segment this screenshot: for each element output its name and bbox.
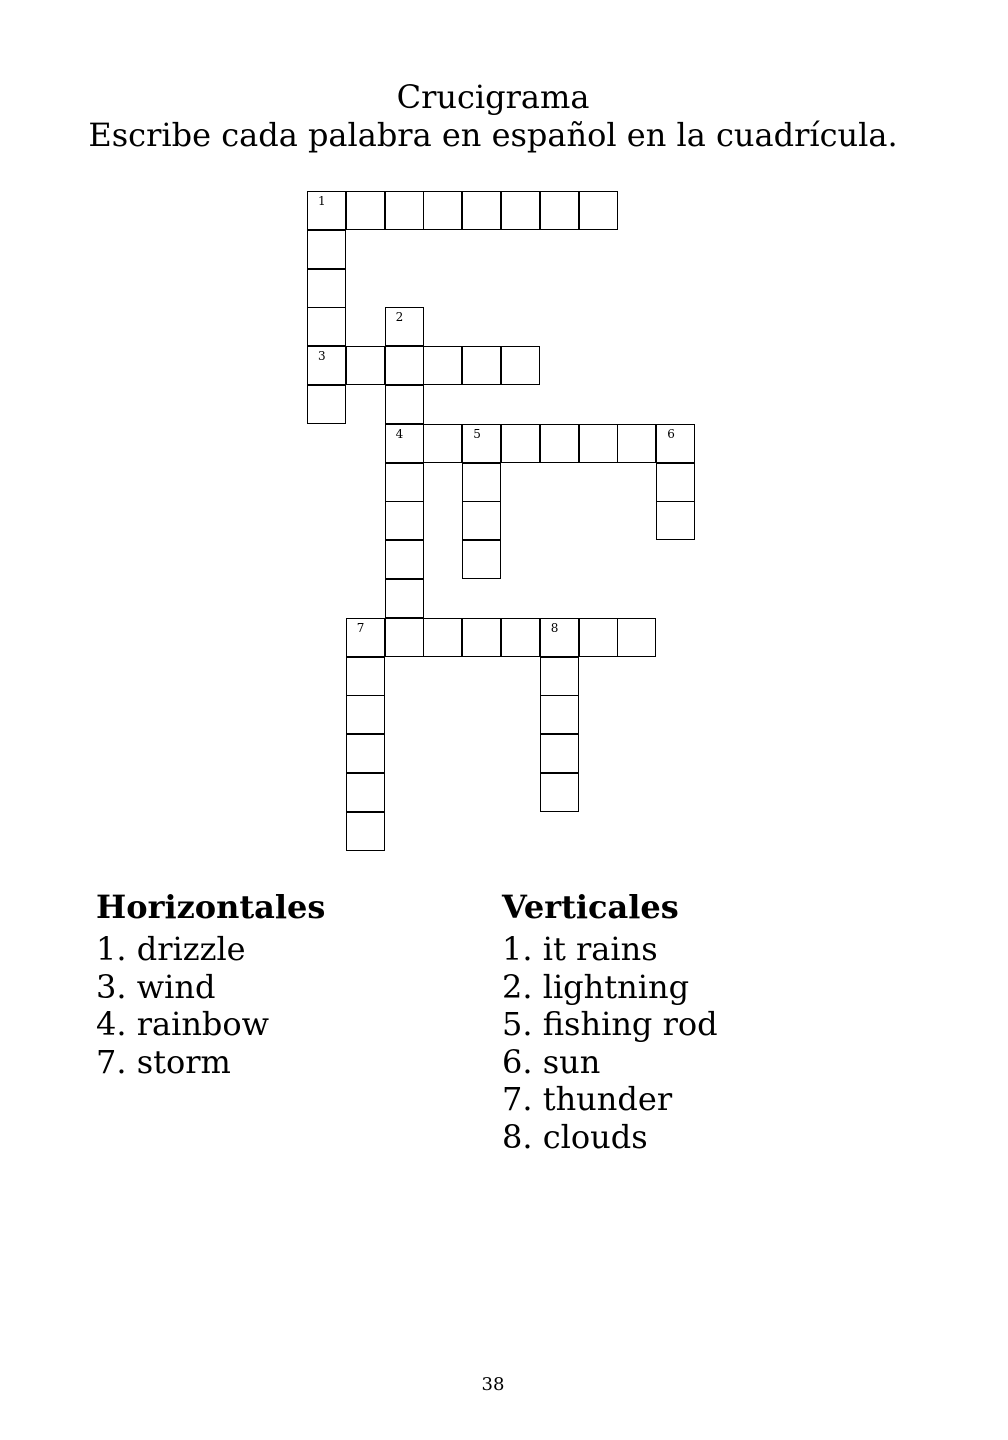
grid-cell[interactable]	[540, 773, 579, 812]
grid-cell[interactable]	[579, 424, 618, 463]
grid-cell[interactable]	[346, 618, 385, 657]
grid-cell[interactable]	[540, 695, 579, 734]
grid-cell[interactable]	[307, 385, 346, 424]
grid-cell[interactable]	[423, 618, 462, 657]
clue-number: 1	[318, 194, 326, 208]
grid-cell[interactable]	[462, 424, 501, 463]
down-clue: 6. sun	[502, 1042, 601, 1081]
across-clue: 4. rainbow	[96, 1005, 270, 1043]
grid-cell[interactable]	[346, 695, 385, 734]
grid-cell[interactable]	[656, 424, 695, 463]
clue-number: 2	[395, 310, 404, 325]
clue-number: 4	[395, 426, 404, 441]
grid-cell[interactable]	[385, 463, 424, 502]
grid-cell[interactable]	[423, 424, 462, 463]
grid-cell[interactable]	[462, 463, 501, 502]
grid-cell[interactable]	[501, 191, 540, 230]
grid-cell[interactable]	[501, 618, 540, 657]
grid-cell[interactable]	[462, 501, 501, 540]
across-clues	[96, 888, 325, 1081]
down-clues	[502, 888, 718, 1156]
grid-cell[interactable]	[346, 734, 385, 773]
grid-cell[interactable]	[385, 346, 424, 385]
grid-cell[interactable]	[540, 734, 579, 773]
grid-cell[interactable]	[656, 501, 695, 540]
down-clue: 5. fishing rod	[502, 1005, 718, 1043]
clue-number: 5	[473, 426, 481, 441]
grid-cell[interactable]	[346, 346, 385, 385]
grid-cell[interactable]	[462, 540, 501, 579]
grid-cell[interactable]	[462, 618, 501, 657]
grid-cell[interactable]	[423, 346, 462, 385]
across-clue: 7. storm	[96, 1042, 231, 1081]
grid-cell[interactable]	[385, 579, 424, 618]
grid-cell[interactable]	[307, 269, 346, 308]
grid-cell[interactable]	[540, 191, 579, 230]
grid-cell[interactable]	[385, 307, 424, 346]
grid-cell[interactable]	[385, 540, 424, 579]
grid-cell[interactable]	[423, 191, 462, 230]
grid-cell[interactable]	[579, 191, 618, 230]
clue-number: 7	[356, 620, 365, 635]
grid-cell[interactable]	[307, 230, 346, 269]
across-clue: 3. wind	[96, 967, 216, 1006]
grid-cell[interactable]	[462, 191, 501, 230]
down-clue: 1. it rains	[502, 930, 658, 968]
grid-cell[interactable]	[385, 424, 424, 463]
across-clue: 1. drizzle	[96, 930, 246, 968]
grid-cell[interactable]	[656, 463, 695, 502]
grid-cell[interactable]	[501, 346, 540, 385]
grid-cell[interactable]	[540, 618, 579, 657]
down-clue: 7. thunder	[502, 1080, 673, 1118]
grid-cell[interactable]	[617, 424, 656, 463]
grid-cell[interactable]	[385, 618, 424, 657]
grid-cell[interactable]	[540, 424, 579, 463]
instructions: Escribe cada palabra en español en la cuadrícula.	[88, 116, 898, 154]
grid-cell[interactable]	[346, 657, 385, 696]
grid-cell[interactable]	[307, 307, 346, 346]
clue-number: 6	[667, 426, 675, 441]
grid-cell[interactable]	[385, 385, 424, 424]
across-heading: Horizontales	[96, 888, 326, 926]
page-title: Crucigrama	[396, 78, 590, 116]
down-clue: 8. clouds	[502, 1117, 648, 1156]
grid-cell[interactable]	[501, 424, 540, 463]
grid-cell[interactable]	[346, 812, 385, 851]
page-number: 38	[481, 1374, 505, 1395]
grid-cell[interactable]	[307, 191, 346, 230]
down-heading: Verticales	[502, 888, 679, 926]
clue-number: 8	[550, 620, 559, 635]
down-clue: 2. lightning	[502, 967, 690, 1006]
grid-cell[interactable]	[540, 657, 579, 696]
grid-cell[interactable]	[346, 773, 385, 812]
grid-cell[interactable]	[307, 346, 346, 385]
grid-cell[interactable]	[462, 346, 501, 385]
grid-cell[interactable]	[579, 618, 618, 657]
grid-cell[interactable]	[385, 191, 424, 230]
grid-cell[interactable]	[385, 501, 424, 540]
grid-cell[interactable]	[346, 191, 385, 230]
clue-number: 3	[318, 349, 326, 364]
grid-cell[interactable]	[617, 618, 656, 657]
